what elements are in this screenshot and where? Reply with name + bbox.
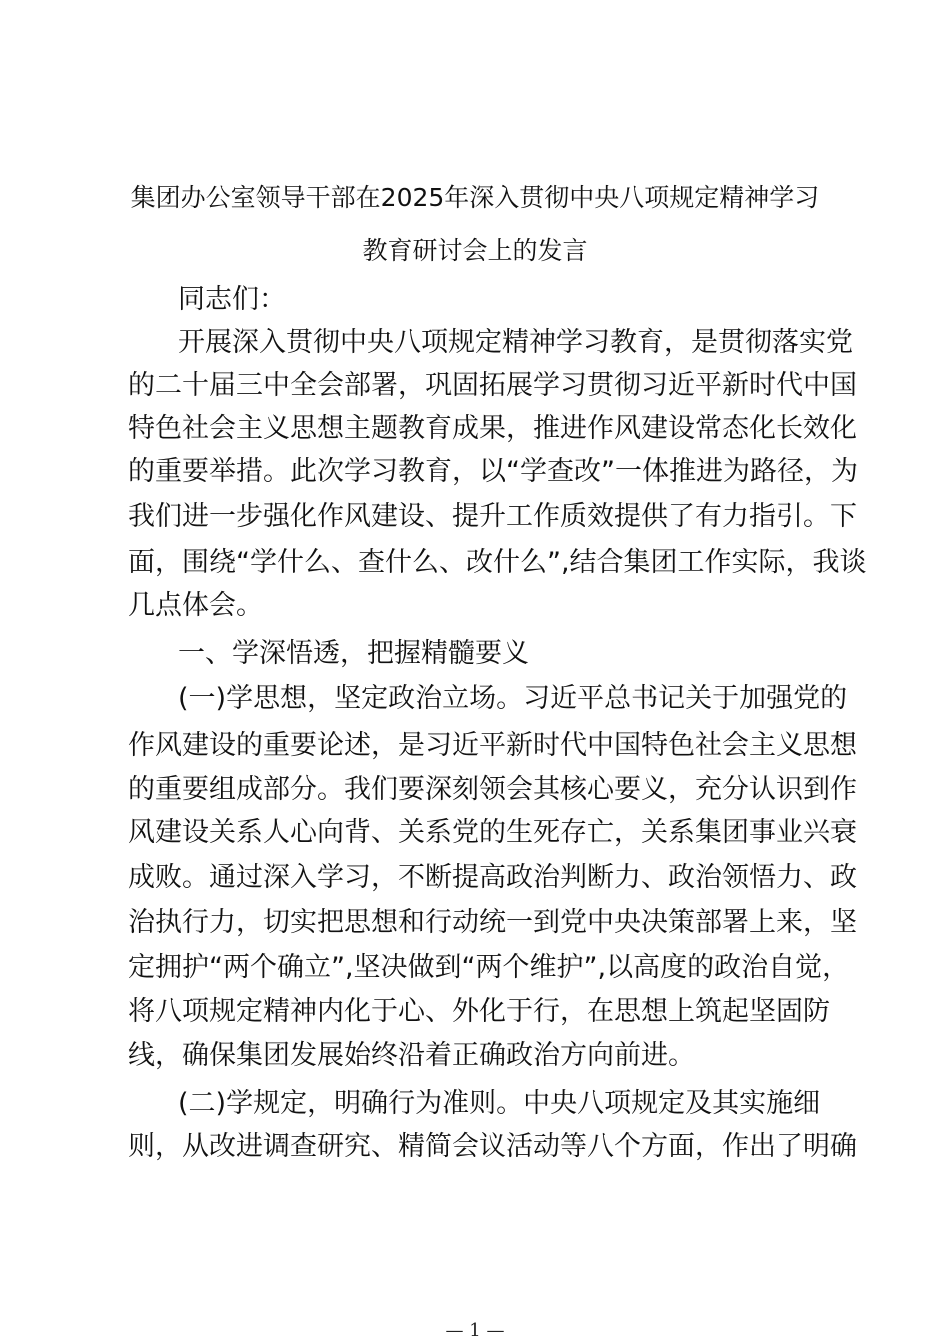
body-line: (一)学思想，坚定政治立场。习近平总书记关于加强党的 — [178, 683, 848, 714]
body-line: 风建设关系人心向背、关系党的生死存亡，关系集团事业兴衰 — [128, 817, 857, 848]
page-number: — 1 — — [445, 1320, 505, 1341]
body-line: (二)学规定，明确行为准则。中央八项规定及其实施细 — [178, 1088, 821, 1119]
body-line: 几点体会。 — [128, 590, 263, 621]
document-title-line-1: 集团办公室领导干部在2025年深入贯彻中央八项规定精神学习 — [130, 183, 820, 212]
body-line: 的二十届三中全会部署，巩固拓展学习贯彻习近平新时代中国 — [128, 370, 857, 401]
body-line: 作风建设的重要论述，是习近平新时代中国特色社会主义思想 — [128, 730, 857, 761]
body-line: 线，确保集团发展始终沿着正确政治方向前进。 — [128, 1040, 695, 1071]
body-line: 将八项规定精神内化于心、外化于行，在思想上筑起坚固防 — [128, 996, 830, 1027]
body-line: 治执行力，切实把思想和行动统一到党中央决策部署上来，坚 — [128, 907, 857, 938]
document-title-line-2: 教育研讨会上的发言 — [362, 236, 588, 265]
body-line: 面，围绕“学什么、查什么、改什么”,结合集团工作实际，我谈 — [128, 547, 867, 578]
body-line: 成败。通过深入学习，不断提高政治判断力、政治领悟力、政 — [128, 862, 857, 893]
body-line: 开展深入贯彻中央八项规定精神学习教育，是贯彻落实党 — [178, 327, 853, 358]
body-line: 定拥护“两个确立”,坚决做到“两个维护”,以高度的政治自觉， — [128, 952, 850, 983]
body-line: 则，从改进调查研究、精简会议活动等八个方面，作出了明确 — [128, 1131, 857, 1162]
body-line: 的重要举措。此次学习教育，以“学查改”一体推进为路径，为 — [128, 456, 858, 487]
body-line: 我们进一步强化作风建设、提升工作质效提供了有力指引。下 — [128, 501, 857, 532]
section-heading-1: 一、学深悟透，把握精髓要义 — [178, 638, 529, 669]
salutation: 同志们： — [178, 284, 286, 315]
body-line: 特色社会主义思想主题教育成果，推进作风建设常态化长效化 — [128, 413, 857, 444]
body-line: 的重要组成部分。我们要深刻领会其核心要义，充分认识到作 — [128, 774, 857, 805]
